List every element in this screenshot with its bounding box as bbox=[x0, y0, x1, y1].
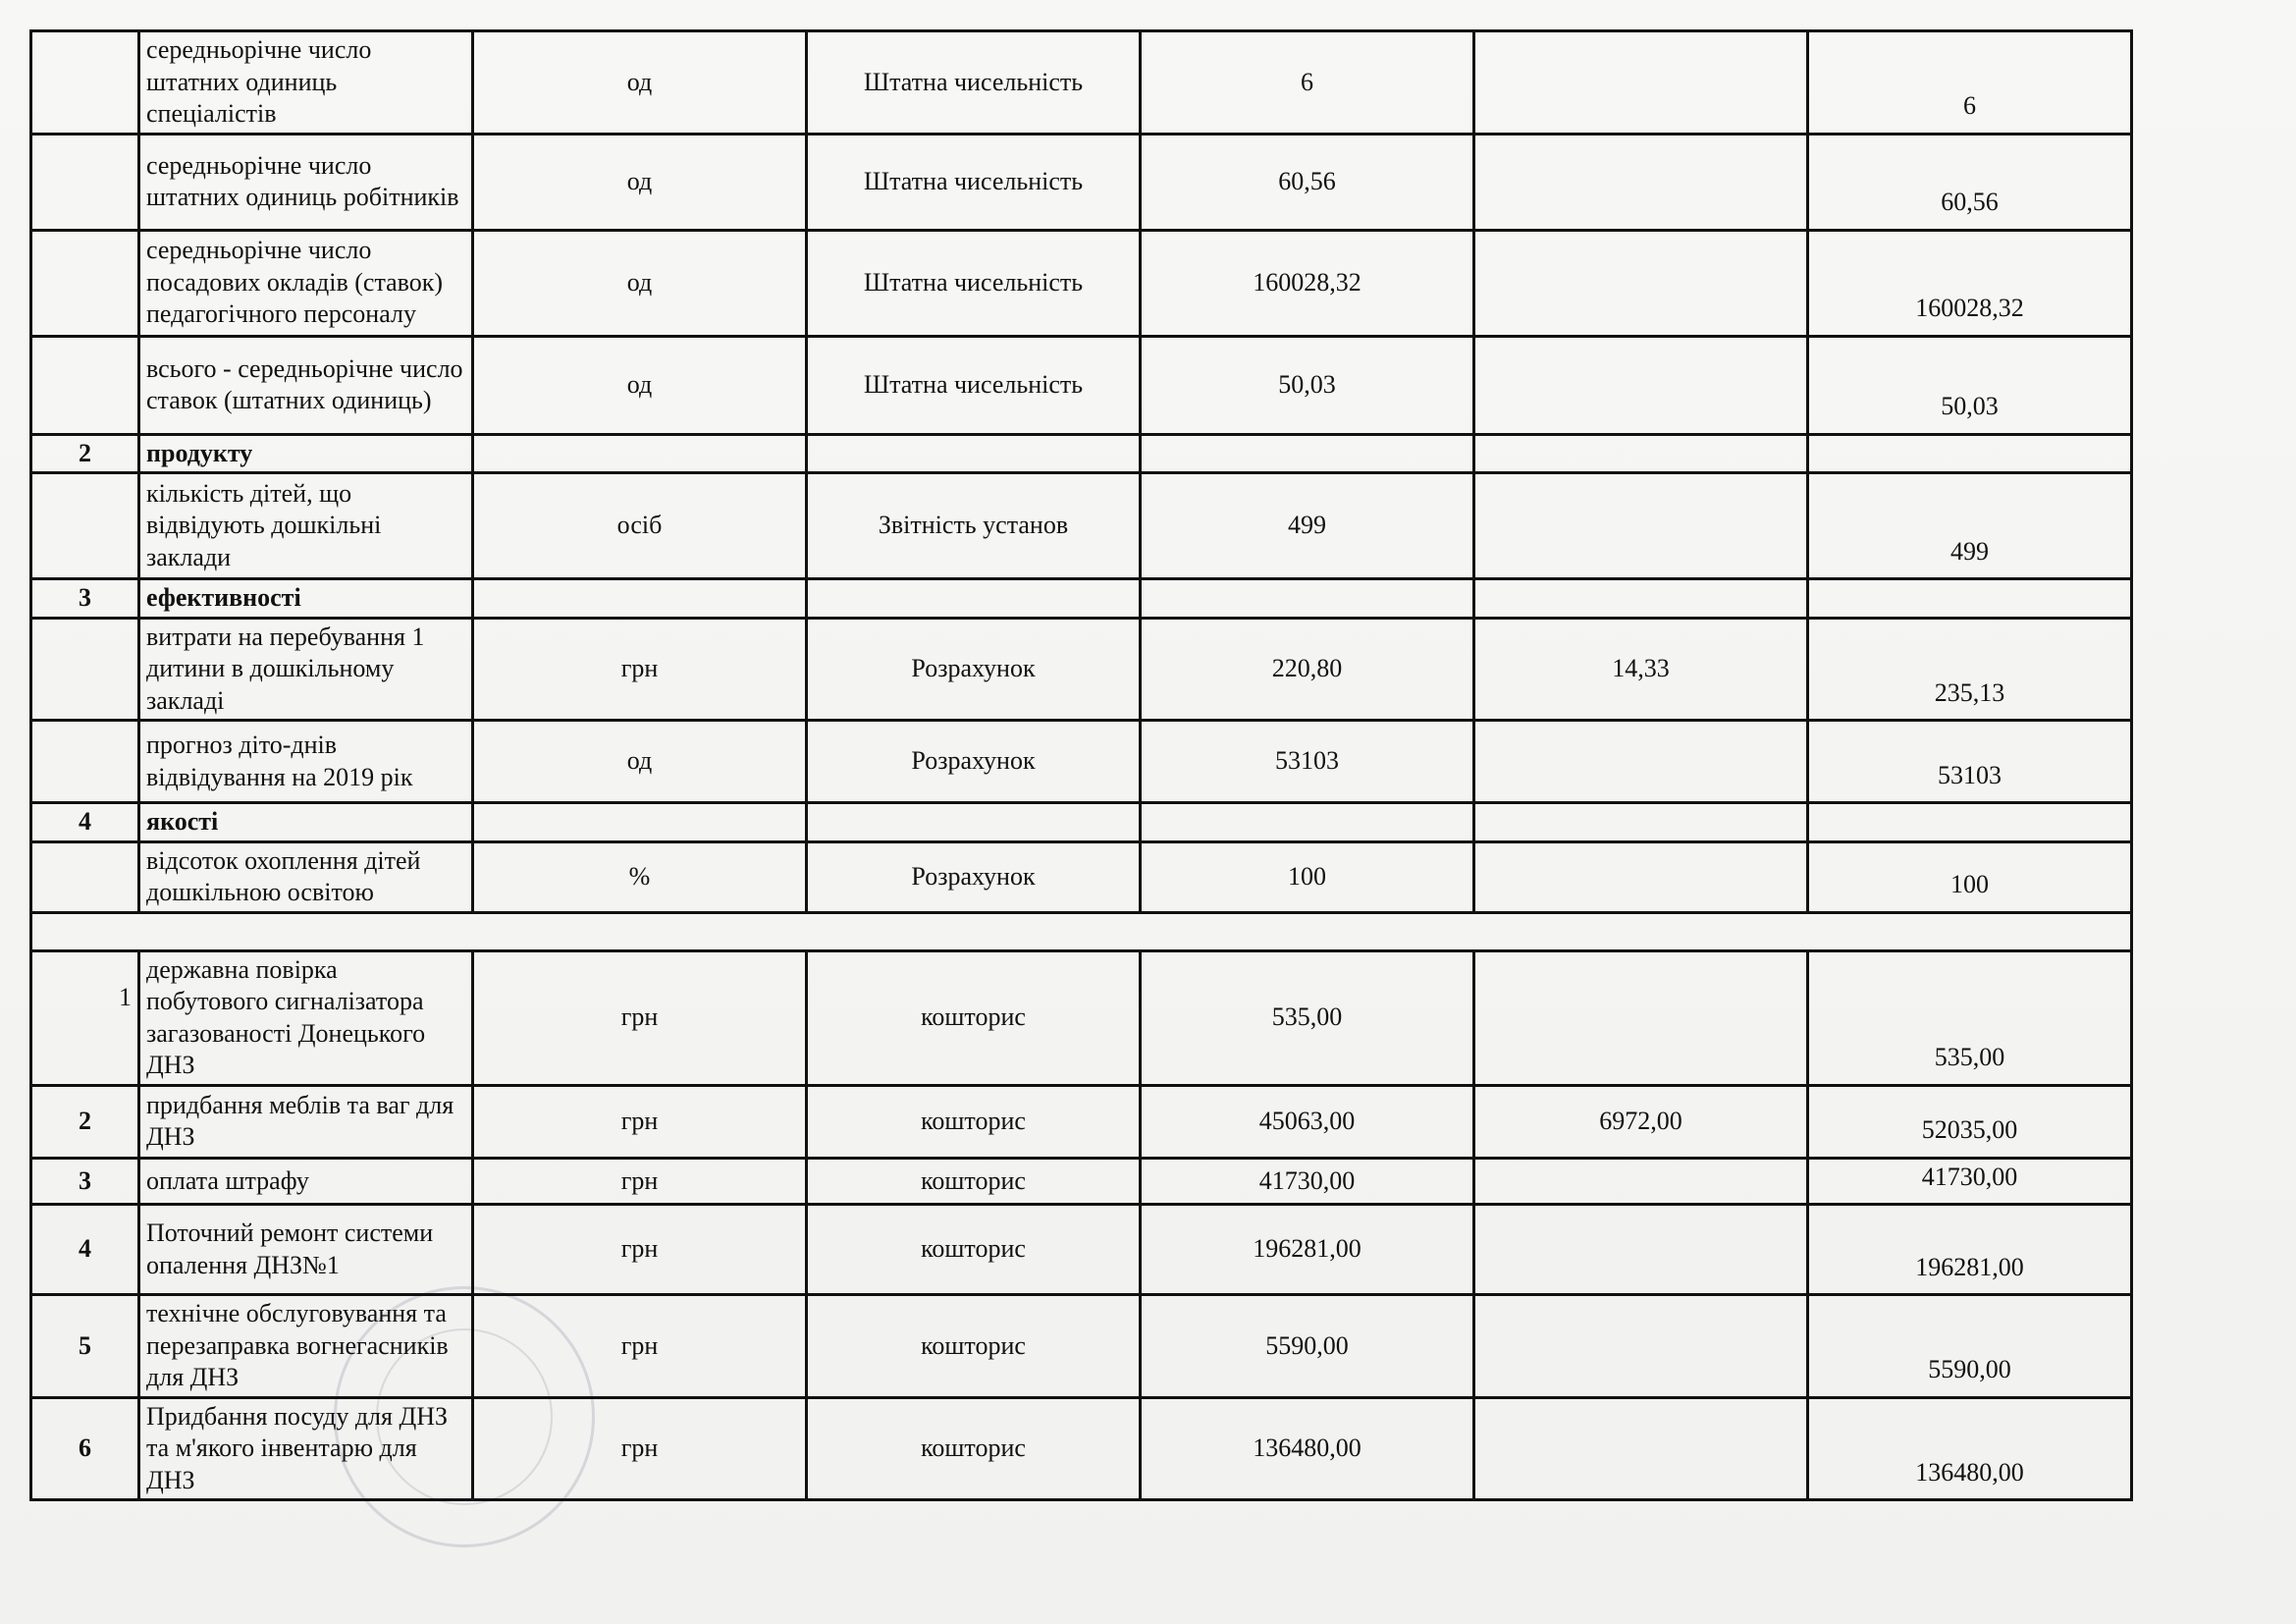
section-header-row bbox=[31, 803, 2132, 842]
indicator-name: середньорічне число посадових окладів (ставок) педагогічного персоналу bbox=[139, 230, 473, 336]
expense-name: Придбання посуду для ДНЗ та м'якого інвентарю для ДНЗ bbox=[139, 1397, 473, 1500]
value-total-cell: 50,03 bbox=[1808, 336, 2132, 434]
value-change-cell bbox=[1474, 31, 1808, 135]
indicators-table-body bbox=[31, 31, 2132, 1500]
unit-cell: грн bbox=[473, 1205, 807, 1295]
value-change-cell bbox=[1474, 230, 1808, 336]
value-approved-cell: 499 bbox=[1141, 473, 1474, 579]
value-change-cell bbox=[1474, 841, 1808, 912]
row-number: 6 bbox=[31, 1397, 139, 1500]
empty-cell bbox=[473, 579, 807, 619]
unit-cell: грн bbox=[473, 950, 807, 1085]
value-change-cell bbox=[1474, 336, 1808, 434]
empty-cell bbox=[1474, 803, 1808, 842]
value-total-cell: 6 bbox=[1808, 31, 2132, 135]
value-change-cell bbox=[1474, 134, 1808, 230]
table-row bbox=[31, 230, 2132, 336]
row-number: 3 bbox=[31, 1158, 139, 1205]
value-total-cell: 160028,32 bbox=[1808, 230, 2132, 336]
empty-cell bbox=[1141, 579, 1474, 619]
row-number: 4 bbox=[31, 1205, 139, 1295]
section-header-row bbox=[31, 579, 2132, 619]
value-total-cell: 53103 bbox=[1808, 721, 2132, 803]
value-approved-cell: 535,00 bbox=[1141, 950, 1474, 1085]
row-number: 4 bbox=[31, 803, 139, 842]
unit-cell: од bbox=[473, 721, 807, 803]
value-change-cell bbox=[1474, 950, 1808, 1085]
source-cell: Штатна чисельність bbox=[807, 134, 1141, 230]
source-cell: Штатна чисельність bbox=[807, 336, 1141, 434]
value-approved-cell: 50,03 bbox=[1141, 336, 1474, 434]
empty-cell bbox=[1808, 803, 2132, 842]
source-cell: кошторис bbox=[807, 1205, 1141, 1295]
expense-row bbox=[31, 1085, 2132, 1158]
value-approved-cell: 45063,00 bbox=[1141, 1085, 1474, 1158]
value-change-cell bbox=[1474, 1397, 1808, 1500]
table-row bbox=[31, 618, 2132, 721]
empty-cell bbox=[1141, 803, 1474, 842]
source-cell: Звітність установ bbox=[807, 473, 1141, 579]
section-title: якості bbox=[139, 803, 473, 842]
empty-cell bbox=[473, 434, 807, 473]
table-row bbox=[31, 336, 2132, 434]
value-approved-cell: 196281,00 bbox=[1141, 1205, 1474, 1295]
source-cell: кошторис bbox=[807, 1295, 1141, 1398]
indicator-name: кількість дітей, що відвідують дошкільні заклади bbox=[139, 473, 473, 579]
unit-cell: грн bbox=[473, 1085, 807, 1158]
expense-name: технічне обслуговування та перезаправка вогнегасників для ДНЗ bbox=[139, 1295, 473, 1398]
value-change-cell bbox=[1474, 1205, 1808, 1295]
empty-cell bbox=[473, 803, 807, 842]
empty-cell bbox=[1808, 434, 2132, 473]
row-number: 5 bbox=[31, 1295, 139, 1398]
indicator-name: середньорічне число штатних одиниць робітників bbox=[139, 134, 473, 230]
expense-row bbox=[31, 950, 2132, 1085]
table-row bbox=[31, 721, 2132, 803]
table-row bbox=[31, 473, 2132, 579]
row-number bbox=[31, 31, 139, 135]
value-change-cell bbox=[1474, 1295, 1808, 1398]
unit-cell: осіб bbox=[473, 473, 807, 579]
empty-cell bbox=[1141, 434, 1474, 473]
indicator-name: витрати на перебування 1 дитини в дошкільному закладі bbox=[139, 618, 473, 721]
value-total-cell: 5590,00 bbox=[1808, 1295, 2132, 1398]
value-total-cell: 196281,00 bbox=[1808, 1205, 2132, 1295]
unit-cell: грн bbox=[473, 1295, 807, 1398]
row-number: 3 bbox=[31, 579, 139, 619]
row-number bbox=[31, 134, 139, 230]
spacer-cell bbox=[31, 912, 2132, 950]
value-total-cell: 535,00 bbox=[1808, 950, 2132, 1085]
row-number: 2 bbox=[31, 1085, 139, 1158]
value-approved-cell: 41730,00 bbox=[1141, 1158, 1474, 1205]
expense-row bbox=[31, 1397, 2132, 1500]
table-row bbox=[31, 31, 2132, 135]
spacer-row bbox=[31, 912, 2132, 950]
empty-cell bbox=[1808, 579, 2132, 619]
value-total-cell: 100 bbox=[1808, 841, 2132, 912]
row-number: 2 bbox=[31, 434, 139, 473]
value-approved-cell: 53103 bbox=[1141, 721, 1474, 803]
source-cell: Розрахунок bbox=[807, 618, 1141, 721]
value-approved-cell: 136480,00 bbox=[1141, 1397, 1474, 1500]
indicator-name: середньорічне число штатних одиниць спеціалістів bbox=[139, 31, 473, 135]
indicator-name: відсоток охоплення дітей дошкільною освітою bbox=[139, 841, 473, 912]
value-change-cell bbox=[1474, 1158, 1808, 1205]
source-cell: кошторис bbox=[807, 1397, 1141, 1500]
value-approved-cell: 220,80 bbox=[1141, 618, 1474, 721]
unit-cell: грн bbox=[473, 1158, 807, 1205]
row-number bbox=[31, 230, 139, 336]
value-total-cell: 60,56 bbox=[1808, 134, 2132, 230]
source-cell: кошторис bbox=[807, 1085, 1141, 1158]
unit-cell: од bbox=[473, 31, 807, 135]
value-approved-cell: 60,56 bbox=[1141, 134, 1474, 230]
value-approved-cell: 6 bbox=[1141, 31, 1474, 135]
row-number bbox=[31, 473, 139, 579]
indicator-name: прогноз діто-днів відвідування на 2019 рік bbox=[139, 721, 473, 803]
source-cell: Розрахунок bbox=[807, 841, 1141, 912]
expense-row bbox=[31, 1158, 2132, 1205]
row-number bbox=[31, 618, 139, 721]
table-row bbox=[31, 134, 2132, 230]
unit-cell: грн bbox=[473, 618, 807, 721]
value-total-cell: 52035,00 bbox=[1808, 1085, 2132, 1158]
empty-cell bbox=[1474, 579, 1808, 619]
unit-cell: од bbox=[473, 230, 807, 336]
source-cell: кошторис bbox=[807, 1158, 1141, 1205]
value-total-cell: 235,13 bbox=[1808, 618, 2132, 721]
unit-cell: грн bbox=[473, 1397, 807, 1500]
value-change-cell bbox=[1474, 473, 1808, 579]
source-cell: кошторис bbox=[807, 950, 1141, 1085]
row-number bbox=[31, 336, 139, 434]
value-change-cell bbox=[1474, 721, 1808, 803]
value-total-cell: 499 bbox=[1808, 473, 2132, 579]
expense-name: Поточний ремонт системи опалення ДНЗ№1 bbox=[139, 1205, 473, 1295]
indicators-table-sheet bbox=[29, 29, 2130, 1494]
source-cell: Розрахунок bbox=[807, 721, 1141, 803]
row-number: 1 bbox=[31, 950, 139, 1085]
unit-cell: % bbox=[473, 841, 807, 912]
expense-row bbox=[31, 1205, 2132, 1295]
unit-cell: од bbox=[473, 336, 807, 434]
value-approved-cell: 160028,32 bbox=[1141, 230, 1474, 336]
empty-cell bbox=[1474, 434, 1808, 473]
value-total-cell: 136480,00 bbox=[1808, 1397, 2132, 1500]
indicators-table bbox=[29, 29, 2133, 1501]
expense-name: державна повірка побутового сигналізатора загазованості Донецького ДНЗ bbox=[139, 950, 473, 1085]
source-cell: Штатна чисельність bbox=[807, 31, 1141, 135]
expense-name: оплата штрафу bbox=[139, 1158, 473, 1205]
value-change-cell: 14,33 bbox=[1474, 618, 1808, 721]
value-approved-cell: 100 bbox=[1141, 841, 1474, 912]
expense-name: придбання меблів та ваг для ДНЗ bbox=[139, 1085, 473, 1158]
empty-cell bbox=[807, 579, 1141, 619]
row-number bbox=[31, 841, 139, 912]
value-total-cell: 41730,00 bbox=[1808, 1158, 2132, 1205]
empty-cell bbox=[807, 434, 1141, 473]
table-row bbox=[31, 841, 2132, 912]
unit-cell: од bbox=[473, 134, 807, 230]
section-title: продукту bbox=[139, 434, 473, 473]
expense-row bbox=[31, 1295, 2132, 1398]
empty-cell bbox=[807, 803, 1141, 842]
value-change-cell: 6972,00 bbox=[1474, 1085, 1808, 1158]
row-number bbox=[31, 721, 139, 803]
source-cell: Штатна чисельність bbox=[807, 230, 1141, 336]
value-approved-cell: 5590,00 bbox=[1141, 1295, 1474, 1398]
section-header-row bbox=[31, 434, 2132, 473]
section-title: ефективності bbox=[139, 579, 473, 619]
indicator-name: всього - середньорічне число ставок (штатних одиниць) bbox=[139, 336, 473, 434]
